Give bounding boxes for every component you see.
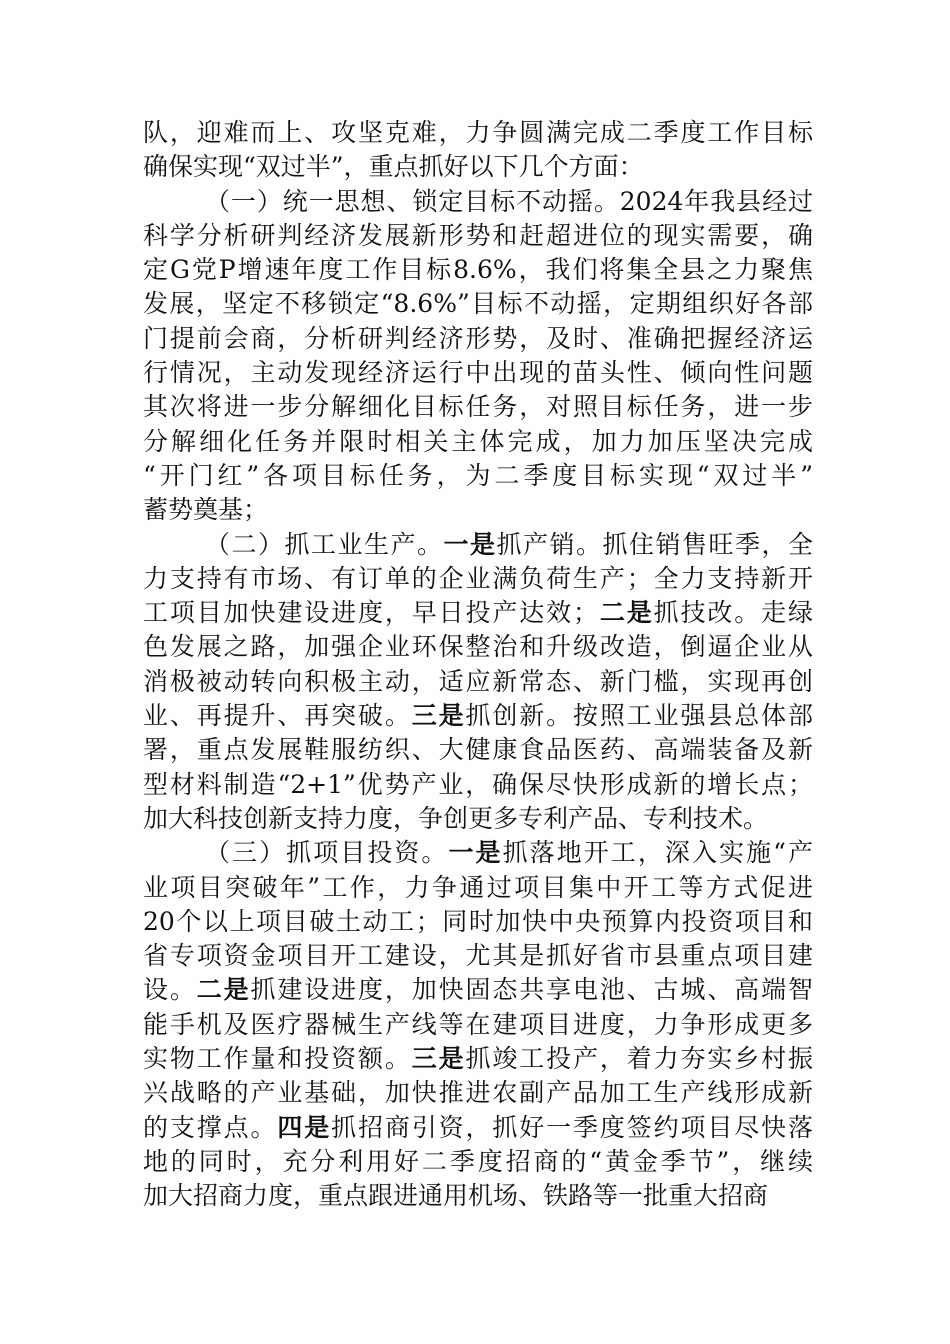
text-line <box>143 733 813 767</box>
text-run: 业项目突破年”工作，力争通过项目集中开工等方式促进 <box>143 872 813 902</box>
text-run: 抓建设进度，加快固态共享电池、古城、高端智 <box>250 975 813 1005</box>
text-run: “开门红”各项目标任务，为二季度目标实现“双过半” <box>143 460 813 490</box>
text-run: 定G党P增速年度工作目标8.6%，我们将集全县之力聚焦 <box>143 255 813 285</box>
text-line <box>143 871 813 905</box>
text-run: （一）统一思想、锁定目标不动摇。2024年我县经过 <box>205 186 813 216</box>
text-run: 队，迎难而上、攻坚克难，力争圆满完成二季度工作目标 <box>143 118 813 147</box>
bold-keyword: 三是 <box>411 1044 466 1074</box>
text-line <box>143 665 813 699</box>
text-line <box>143 939 813 973</box>
text-line <box>143 322 813 356</box>
text-run: 加大招商力度，重点跟进通用机场、铁路等一批重大招商 <box>143 1181 769 1211</box>
text-line <box>143 150 813 184</box>
text-line <box>143 528 813 562</box>
text-run: 型材料制造“2+1”优势产业，确保尽快形成新的增长点； <box>143 769 813 799</box>
text-run: 抓落地开工，深入实施“产 <box>502 838 813 868</box>
text-run: 行情况，主动发现经济运行中出现的苗头性、倾向性问题 <box>143 358 813 388</box>
text-run: 抓产销。抓住销售旺季，全 <box>496 529 813 559</box>
text-line <box>143 836 813 870</box>
text-run: （三）抓项目投资。 <box>205 838 449 868</box>
text-line <box>143 630 813 664</box>
text-run: 抓招商引资，抓好一季度签约项目尽快落 <box>331 1112 813 1142</box>
text-line <box>143 425 813 459</box>
text-run: 门提前会商，分析研判经济形势，及时、准确把握经济运 <box>143 323 813 353</box>
text-run: 蓄势奠基； <box>143 495 269 525</box>
text-run: 分解细化任务并限时相关主体完成，加力加压坚决完成 <box>143 426 813 456</box>
text-run: 力支持有市场、有订单的企业满负荷生产；全力支持新开 <box>143 563 813 593</box>
text-run: 发展，坚定不移锁定“8.6%”目标不动摇，定期组织好各部 <box>143 289 813 319</box>
text-line <box>143 596 813 630</box>
text-run: 业、再提升、再突破。 <box>143 701 412 731</box>
text-line <box>143 253 813 287</box>
bold-keyword: 四是 <box>277 1112 332 1142</box>
text-line <box>143 459 813 493</box>
text-line <box>143 493 813 527</box>
text-run: 实物工作量和投资额。 <box>143 1044 412 1074</box>
text-line <box>143 973 813 1007</box>
text-run: 工项目加快建设进度，早日投产达效； <box>143 598 598 628</box>
text-line <box>143 562 813 596</box>
text-line <box>143 768 813 802</box>
bold-keyword: 二是 <box>597 598 654 628</box>
text-line <box>143 905 813 939</box>
text-run: 署，重点发展鞋服纺织、大健康食品医药、高端装备及新 <box>143 735 813 765</box>
bold-keyword: 三是 <box>411 701 466 731</box>
text-line <box>143 390 813 424</box>
text-run: 能手机及医疗器械生产线等在建项目进度，力争形成更多 <box>143 1009 813 1039</box>
text-run: 消极被动转向积极主动，适应新常态、新门槛，实现再创 <box>143 666 813 696</box>
document-body <box>143 116 813 1214</box>
text-run: 20个以上项目破土动工；同时加快中央预算内投资项目和 <box>143 906 813 936</box>
text-line <box>143 185 813 219</box>
text-run: （二）抓工业生产。 <box>205 529 444 559</box>
text-run: 设。 <box>143 975 197 1005</box>
text-run: 省专项资金项目开工建设，尤其是抓好省市县重点项目建 <box>143 941 813 971</box>
text-line <box>143 1008 813 1042</box>
text-line <box>143 356 813 390</box>
text-run: 的支撑点。 <box>143 1112 278 1142</box>
text-line <box>143 287 813 321</box>
text-run: 兴战略的产业基础，加快推进农副产品加工生产线形成新 <box>143 1078 813 1108</box>
text-run: 其次将进一步分解细化目标任务，对照目标任务，进一步 <box>143 392 813 422</box>
text-line <box>143 1042 813 1076</box>
text-run: 抓竣工投产，着力夯实乡村振 <box>465 1044 813 1074</box>
text-line <box>143 1076 813 1110</box>
text-line <box>143 219 813 253</box>
text-run: 科学分析研判经济发展新形势和赶超进位的现实需要，确 <box>143 220 813 250</box>
text-line <box>143 1145 813 1179</box>
text-run: 地的同时，充分利用好二季度招商的“黄金季节”，继续 <box>143 1146 813 1176</box>
bold-keyword: 一是 <box>448 838 503 868</box>
text-run: 确保实现“双过半”，重点抓好以下几个方面： <box>143 152 644 182</box>
bold-keyword: 二是 <box>196 975 251 1005</box>
text-line <box>143 1111 813 1145</box>
text-line <box>143 116 813 150</box>
bold-keyword: 一是 <box>443 529 497 559</box>
text-run: 色发展之路，加强企业环保整治和升级改造，倒逼企业从 <box>143 632 813 662</box>
text-line <box>143 802 813 836</box>
text-run: 抓技改。走绿 <box>653 598 813 628</box>
text-line <box>143 1179 813 1213</box>
text-run: 加大科技创新支持力度，争创更多专利产品、专利技术。 <box>143 803 769 833</box>
text-line <box>143 699 813 733</box>
text-run: 抓创新。按照工业强县总体部 <box>465 701 813 731</box>
